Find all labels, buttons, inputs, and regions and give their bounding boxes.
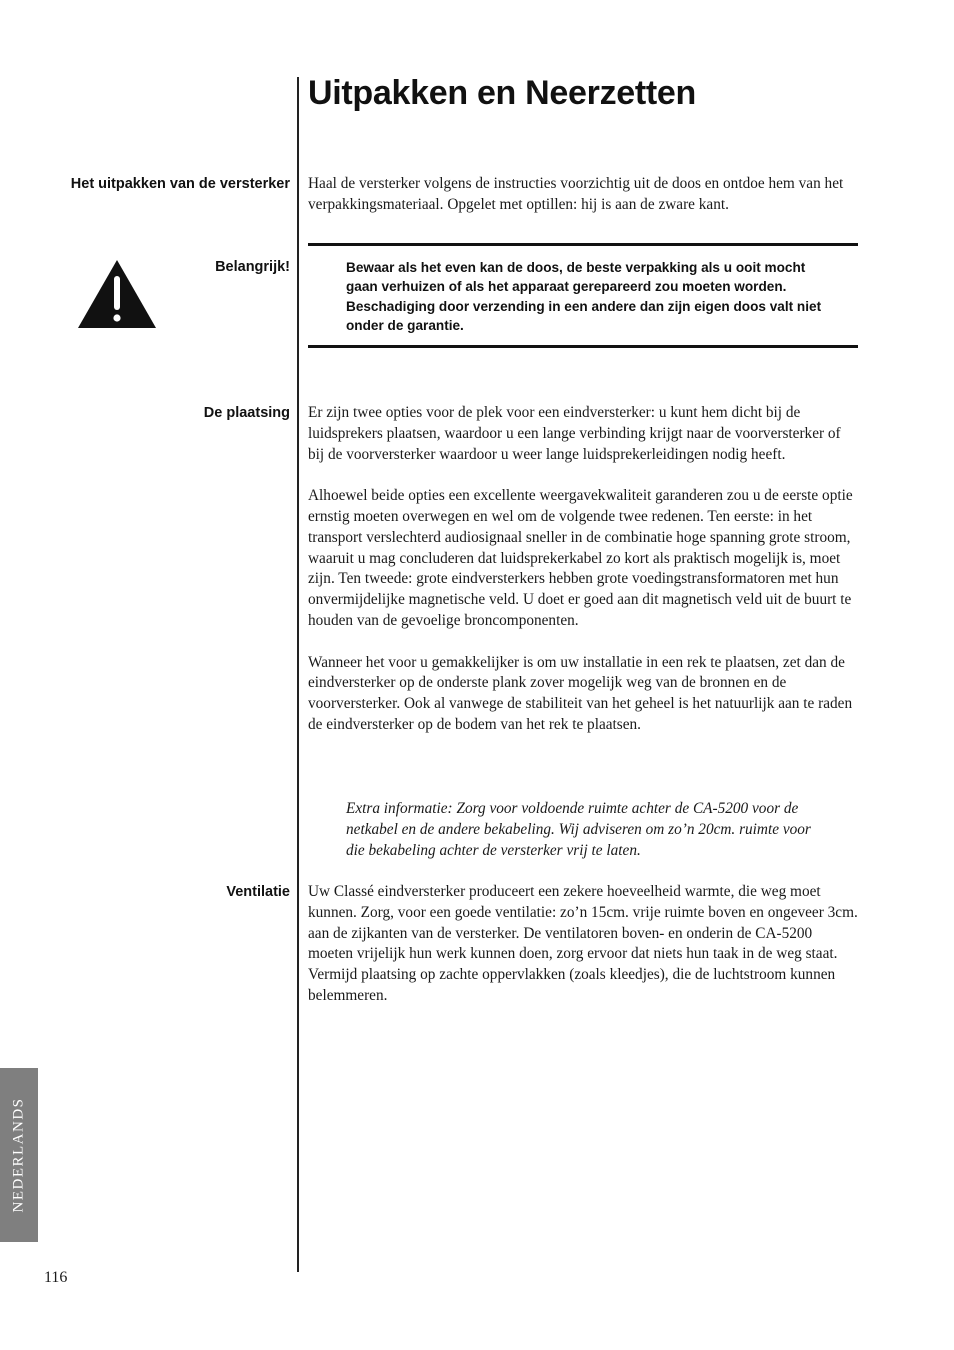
column-divider — [297, 77, 299, 1272]
section-text-placement — [308, 403, 858, 736]
language-tab — [0, 1068, 38, 1242]
section-label-important: Belangrijk! — [215, 259, 290, 275]
paragraph: Uw Classé eindversterker produceert een zekere hoeveelheid warmte, die weg moet kunnen. Zorg, voor een goede ventilatie: zo’n 15cm. vrije ruimte boven en ongeveer 3cm. aan de zijkanten van de versterker. De ventilatoren boven- en onderin de CA-5200 moeten vrijelijk hun werk kunnen doen, zorg ervoor dat niets hun taak in de weg staat. Vermijd plaatsing op zachte oppervlakken (zoals kleedjes), die de luchtstroom kunnen belemmeren. — [308, 883, 858, 1004]
section-label-ventilation: Ventilatie — [226, 884, 290, 900]
section-text-unpacking — [308, 174, 858, 216]
section-label-unpacking: Het uitpakken van de versterker — [70, 176, 290, 192]
paragraph: Er zijn twee opties voor de plek voor een eindversterker: u kunt hem dicht bij de luidsprekers plaatsen, waardoor u een lange verbinding krijgt naar de voorversterker of bij de voorversterker waardoor u weer lange luidsprekerleidingen nodig heeft. — [308, 404, 841, 463]
paragraph: Alhoewel beide opties een excellente weergavekwaliteit garanderen zou u de eerste optie ernstig moeten overwegen en wel om de volgende twee redenen. Ten eerste: in het transport verslechterd audiosignaal sneller in de combinatie hoge spanning grote stroom, waaruit u mag concluderen dat luidsprekerkabel zo kort als praktisch mogelijk is, moet zijn. Ten tweede: grote eindversterkers hebben grote voedingstransformatoren met hun onvermijdelijke magnetische veld. U doet er goed aan dit magnetisch veld uit de buurt te houden van de gevoelige broncomponenten. — [308, 487, 853, 629]
warning-text: Bewaar als het even kan de doos, de beste verpakking als u ooit mocht gaan verhuizen of als het apparaat gerepareerd zou moeten worden. Beschadiging door verzending in een andere dan zijn eigen doos valt niet onder de garantie. — [346, 260, 822, 333]
section-label-placement: De plaatsing — [203, 405, 290, 421]
paragraph: Wanneer het voor u gemakkelijker is om uw installatie in een rek te plaatsen, zet dan de eindversterker op de onderste plank zover mogelijk weg van de bronnen en de voorversterker. Ook al vanwege de stabiliteit van het geheel is het natuurlijk aan te raden de eindversterker op de bodem van het rek te plaatsen. — [308, 653, 853, 733]
page-number: 116 — [44, 1269, 68, 1286]
language-tab-label: NEDERLANDS — [10, 1097, 27, 1213]
section-text-ventilation — [308, 882, 858, 1007]
warning-bottom-rule — [308, 345, 858, 348]
paragraph: Haal de versterker volgens de instructies voorzichtig uit de doos en ontdoe hem van het verpakkingsmateriaal. Opgelet met optillen: hij is aan de zware kant. — [308, 175, 844, 213]
page-title: Uitpakken en Neerzetten — [308, 74, 697, 112]
extra-info-note: Extra informatie: Zorg voor voldoende ruimte achter de CA-5200 voor de netkabel en de andere bekabeling. Wij adviseren om zo’n 20cm. ruimte voor die bekabeling achter de versterker vrij te laten. — [346, 800, 811, 859]
warning-top-rule — [308, 243, 858, 246]
